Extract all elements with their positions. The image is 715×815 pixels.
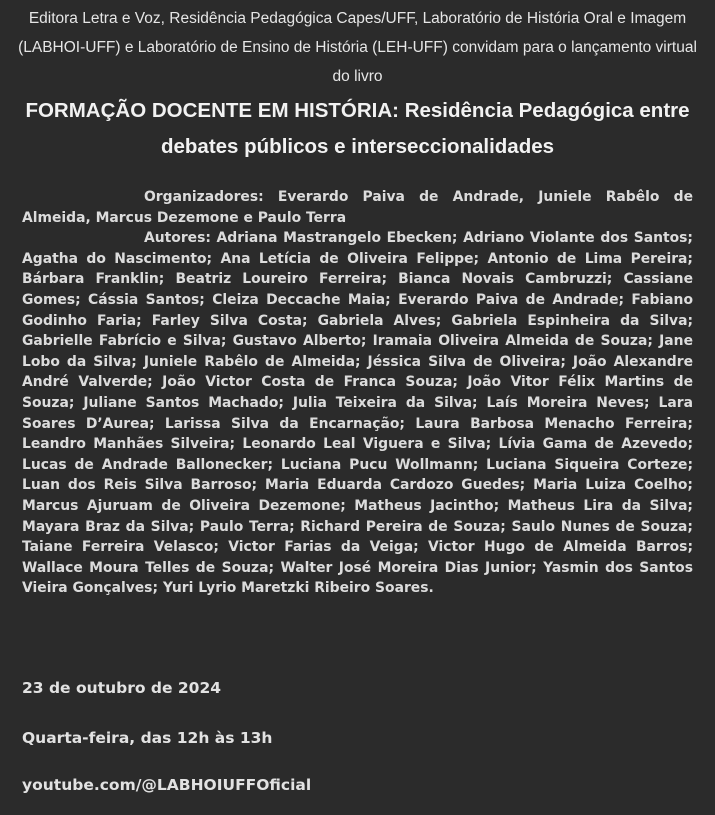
youtube-link[interactable]: youtube.com/@LABHOIUFFOficial: [22, 776, 312, 794]
invitation-text: Editora Letra e Voz, Residência Pedagógica Capes/UFF, Laboratório de História Oral e Imagem (LABHOI-UFF) e Laboratório de Ensino de História (LEH-UFF) convidam para o lançamento virtual do livro: [18, 10, 697, 85]
book-title: FORMAÇÃO DOCENTE EM HISTÓRIA: Residência Pedagógica entre debates públicos e interseccionalidades: [25, 99, 690, 158]
credits-block: [22, 187, 693, 599]
organizers-paragraph: Organizadores: Everardo Paiva de Andrade, Juniele Rabêlo de Almeida, Marcus Dezemone e Paulo Terra: [22, 189, 693, 226]
event-date: 23 de outubro de 2024: [22, 679, 222, 697]
event-time: Quarta-feira, das 12h às 13h: [22, 729, 273, 747]
authors-paragraph: Autores: Adriana Mastrangelo Ebecken; Adriano Violante dos Santos; Agatha do Nascimento; Ana Letícia de Oliveira Felippe; Antonio de Lima Pereira; Bárbara Franklin; Beatriz Loureiro Ferreira; Bianca Novais Cambruzzi; Cassiane Gomes; Cássia Santos; Cleiza Deccache Maia; Everardo Paiva de Andrade; Fabiano Godinho Faria; Farley Silva Costa; Gabriela Alves; Gabriela Espinheira da Silva; Gabrielle Fabrício e Silva; Gustavo Alberto; Iramaia Oliveira Almeida de Souza; Jane Lobo da Silva; Juniele Rabêlo de Almeida; Jéssica Silva de Oliveira; João Alexandre André Valverde; João Victor Costa de Franca Souza; João Vitor Félix Martins de Souza; Juliane Santos Machado; Julia Teixeira da Silva; Laís Moreira Neves; Lara Soares D’Aurea; Larissa Silva da Encarnação; Laura Barbosa Menacho Ferreira; Leandro Manhães Silveira; Leonardo Leal Viguera e Silva; Lívia Gama de Azevedo; Lucas de Andrade Ballonecker; Luciana Pucu Wollmann; Luciana Siqueira Corteze; Luan dos Reis Silva Barroso; Maria Eduarda Cardozo Guedes; Maria Luiza Coelho; Marcus Ajuruam de Oliveira Dezemone; Matheus Jacintho; Matheus Lira da Silva; Mayara Braz da Silva; Paulo Terra; Richard Pereira de Souza; Saulo Nunes de Souza; Taiane Ferreira Velasco; Victor Farias da Veiga; Victor Hugo de Almeida Barros; Wallace Moura Telles de Souza; Walter José Moreira Dias Junior; Yasmin dos Santos Vieira Gonçalves; Yuri Lyrio Maretzki Ribeiro Soares.: [22, 230, 693, 597]
